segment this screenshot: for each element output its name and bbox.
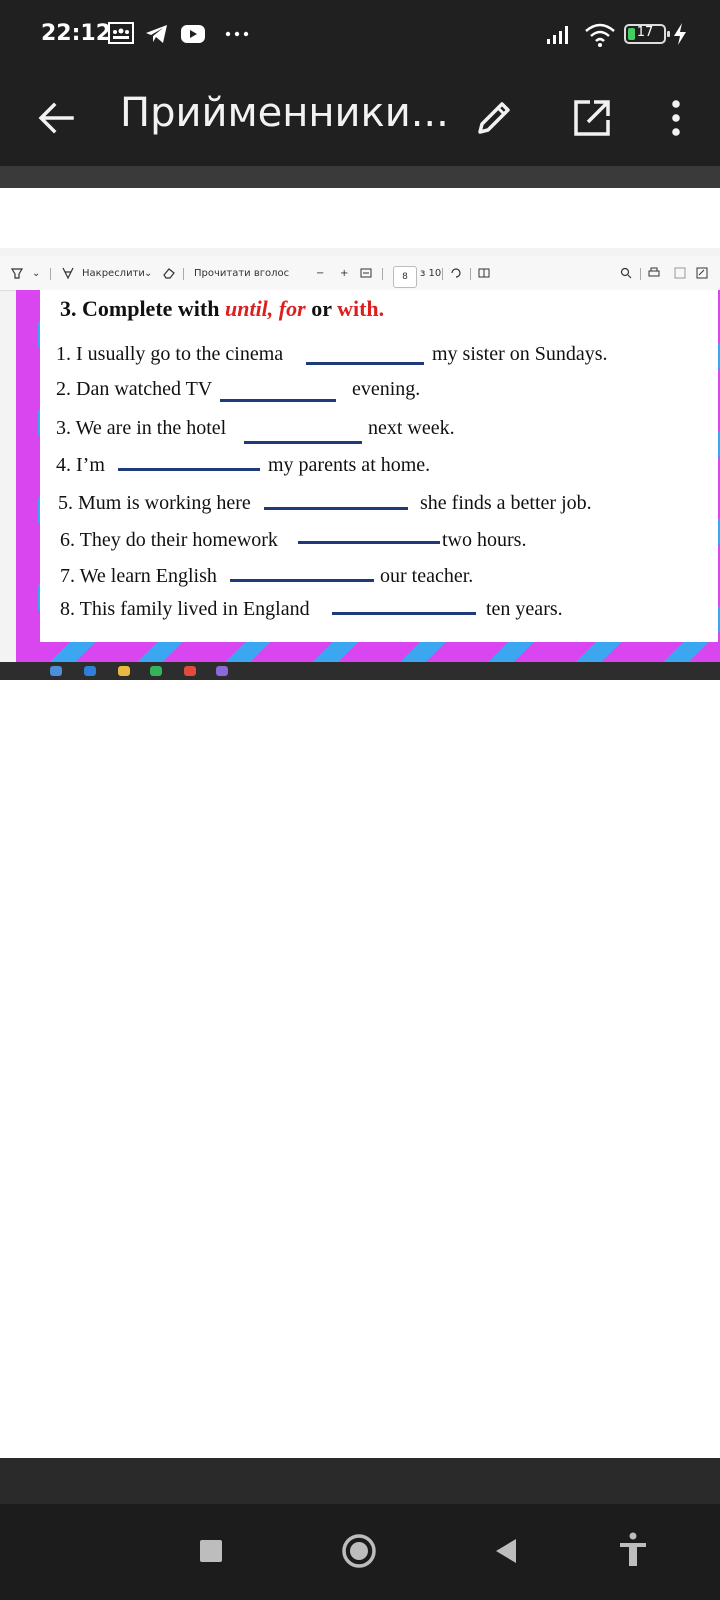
answer-blank-7	[230, 579, 374, 582]
viewer-toolbar	[0, 256, 720, 291]
exercise-item-7-after: our teacher.	[380, 565, 474, 587]
nav-divider	[0, 1458, 720, 1504]
accessibility-icon[interactable]	[608, 1526, 658, 1576]
draw-label: Накреслити	[82, 268, 145, 279]
exercise-item-4-before: 4. I’m	[56, 454, 105, 476]
exercise-item-1-after: my sister on Sundays.	[432, 343, 608, 365]
classroom-icon	[108, 22, 134, 46]
app-bar	[0, 70, 720, 166]
save-as-icon	[696, 267, 708, 279]
answer-blank-2	[220, 399, 336, 402]
exercise-item-3-before: 3. We are in the hotel	[56, 417, 227, 439]
recents-square-icon[interactable]	[186, 1526, 236, 1576]
back-triangle-icon[interactable]	[482, 1526, 532, 1576]
more-dots-icon	[224, 22, 250, 46]
zoom-out: −	[316, 268, 325, 279]
wifi-icon	[584, 22, 616, 48]
document-title: Прийменники...	[120, 90, 449, 136]
eraser-icon	[162, 267, 176, 279]
answer-blank-5	[264, 507, 408, 510]
exercise-item-1-before: 1. I usually go to the cinema	[56, 343, 284, 365]
highlight-icon	[10, 266, 24, 280]
signal-icon	[545, 22, 575, 46]
exercise-item-5-before: 5. Mum is working here	[58, 492, 251, 514]
fit-width-icon	[360, 268, 372, 278]
exercise-item-7-before: 7. We learn English	[60, 565, 217, 587]
page-view-icon	[478, 267, 490, 279]
exercise-item-2-after: evening.	[352, 378, 421, 400]
exercise-title: 3. Complete with until, for or with.	[60, 296, 385, 321]
rotate-icon	[450, 267, 462, 279]
exercise-item-2-before: 2. Dan watched TV	[56, 378, 213, 400]
status-time: 22:12	[41, 21, 112, 46]
worksheet-card	[40, 290, 718, 642]
read-aloud-label: Прочитати вголос	[194, 268, 290, 279]
exercise-item-3-after: next week.	[368, 417, 455, 439]
answer-blank-4	[118, 468, 260, 471]
answer-blank-8	[332, 612, 476, 615]
navigation-bar	[0, 1504, 720, 1600]
worksheet-slide	[16, 290, 720, 662]
chevron-down-icon: ⌄	[32, 268, 41, 279]
charging-icon	[672, 22, 688, 46]
zoom-in: +	[340, 268, 349, 279]
status-bar	[0, 0, 720, 70]
answer-blank-3	[244, 441, 362, 444]
back-arrow-icon[interactable]	[32, 94, 80, 142]
answer-blank-1	[306, 362, 424, 365]
exercise-item-8-after: ten years.	[486, 598, 563, 620]
home-circle-icon[interactable]	[334, 1526, 384, 1576]
telegram-icon	[144, 22, 170, 46]
exercise-item-4-after: my parents at home.	[268, 454, 431, 476]
more-vert-icon[interactable]	[652, 94, 700, 142]
header-divider	[0, 166, 720, 188]
draw-icon	[62, 267, 74, 279]
save-icon	[674, 267, 686, 279]
pencil-icon[interactable]	[470, 94, 518, 142]
answer-blank-6	[298, 541, 440, 544]
exercise-item-6-before: 6. They do their homework	[60, 529, 278, 551]
chevron-down-icon: ⌄	[144, 268, 153, 279]
page-number-box: 8	[393, 266, 417, 288]
print-icon	[648, 267, 660, 279]
exercise-item-8-before: 8. This family lived in England	[60, 598, 310, 620]
page-total: з 10	[420, 268, 442, 279]
battery-icon	[624, 24, 666, 44]
open-external-icon[interactable]	[568, 94, 616, 142]
battery-level: 17	[636, 25, 654, 40]
embedded-screenshot	[0, 248, 720, 680]
exercise-item-5-after: she finds a better job.	[420, 492, 592, 514]
youtube-icon	[180, 22, 206, 46]
search-icon	[620, 267, 632, 279]
exercise-item-6-after: two hours.	[442, 529, 527, 551]
taskbar-strip	[0, 662, 720, 680]
